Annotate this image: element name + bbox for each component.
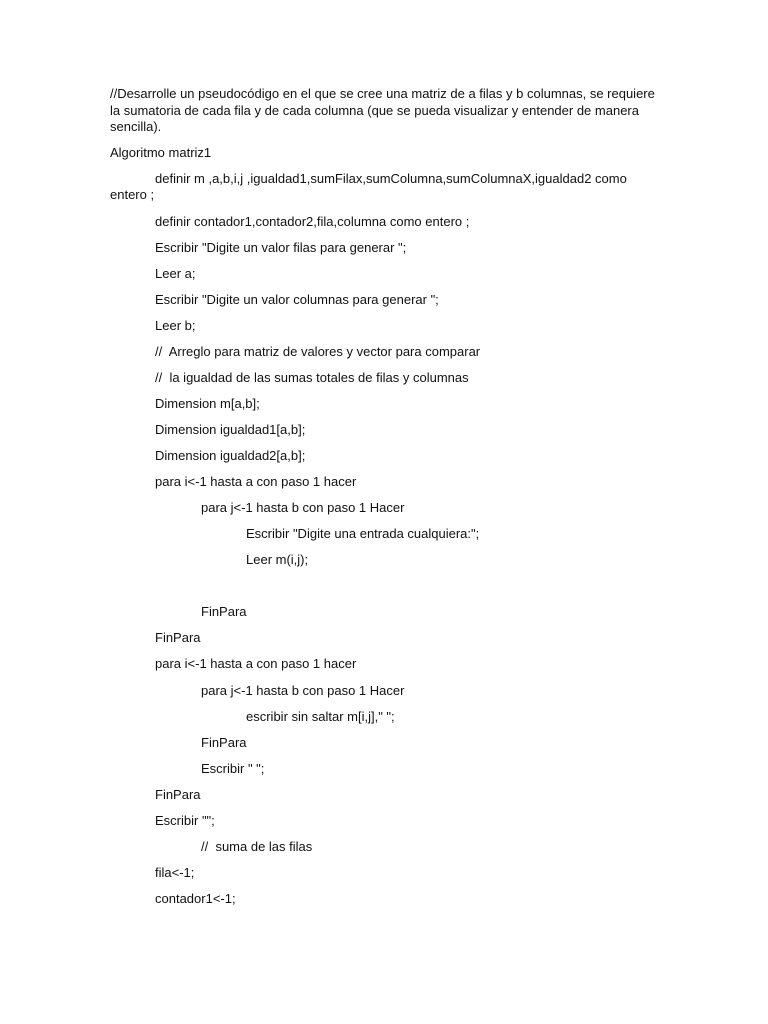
code-line: Leer a; xyxy=(155,266,196,281)
code-line: Dimension igualdad2[a,b]; xyxy=(155,448,306,463)
code-line: para i<-1 hasta a con paso 1 hacer xyxy=(155,656,357,671)
code-line: Escribir "Digite una entrada cualquiera:"; xyxy=(246,526,480,541)
code-line: Escribir " "; xyxy=(201,761,265,776)
code-line: escribir sin saltar m[i,j]," "; xyxy=(246,709,395,724)
code-line: FinPara xyxy=(155,787,201,802)
code-line: para i<-1 hasta a con paso 1 hacer xyxy=(155,474,357,489)
code-line: Escribir ""; xyxy=(155,813,215,828)
intro-comment: //Desarrolle un pseudocódigo en el que se cree una matriz de a filas y b columnas, se requiere la sumatoria de cada fila y de cada columna (que se pueda visualizar y entender de manera sencilla). xyxy=(110,86,655,134)
code-line: para j<-1 hasta b con paso 1 Hacer xyxy=(201,500,405,515)
code-line: para j<-1 hasta b con paso 1 Hacer xyxy=(201,683,405,698)
code-line: Dimension igualdad1[a,b]; xyxy=(155,422,306,437)
code-line: FinPara xyxy=(155,630,201,645)
code-comment: // suma de las filas xyxy=(201,839,313,854)
define-variables-continuation: entero ; xyxy=(110,187,155,202)
code-line: contador1<-1; xyxy=(155,891,236,906)
code-line: definir contador1,contador2,fila,columna como entero ; xyxy=(155,214,470,229)
code-line: FinPara xyxy=(201,604,247,619)
code-line: Leer m(i,j); xyxy=(246,552,309,567)
algorithm-header: Algoritmo matriz1 xyxy=(110,145,212,160)
code-comment: // la igualdad de las sumas totales de filas y columnas xyxy=(155,370,469,385)
code-line: Escribir "Digite un valor columnas para generar "; xyxy=(155,292,439,307)
code-line: fila<-1; xyxy=(155,865,195,880)
code-line: Escribir "Digite un valor filas para generar "; xyxy=(155,240,407,255)
code-line: FinPara xyxy=(201,735,247,750)
define-variables-line xyxy=(110,171,670,203)
define-variables-text: definir m ,a,b,i,j ,igualdad1,sumFilax,sumColumna,sumColumnaX,igualdad2 como xyxy=(155,171,627,186)
code-comment: // Arreglo para matriz de valores y vector para comparar xyxy=(155,344,481,359)
code-line: Leer b; xyxy=(155,318,196,333)
code-line: Dimension m[a,b]; xyxy=(155,396,260,411)
